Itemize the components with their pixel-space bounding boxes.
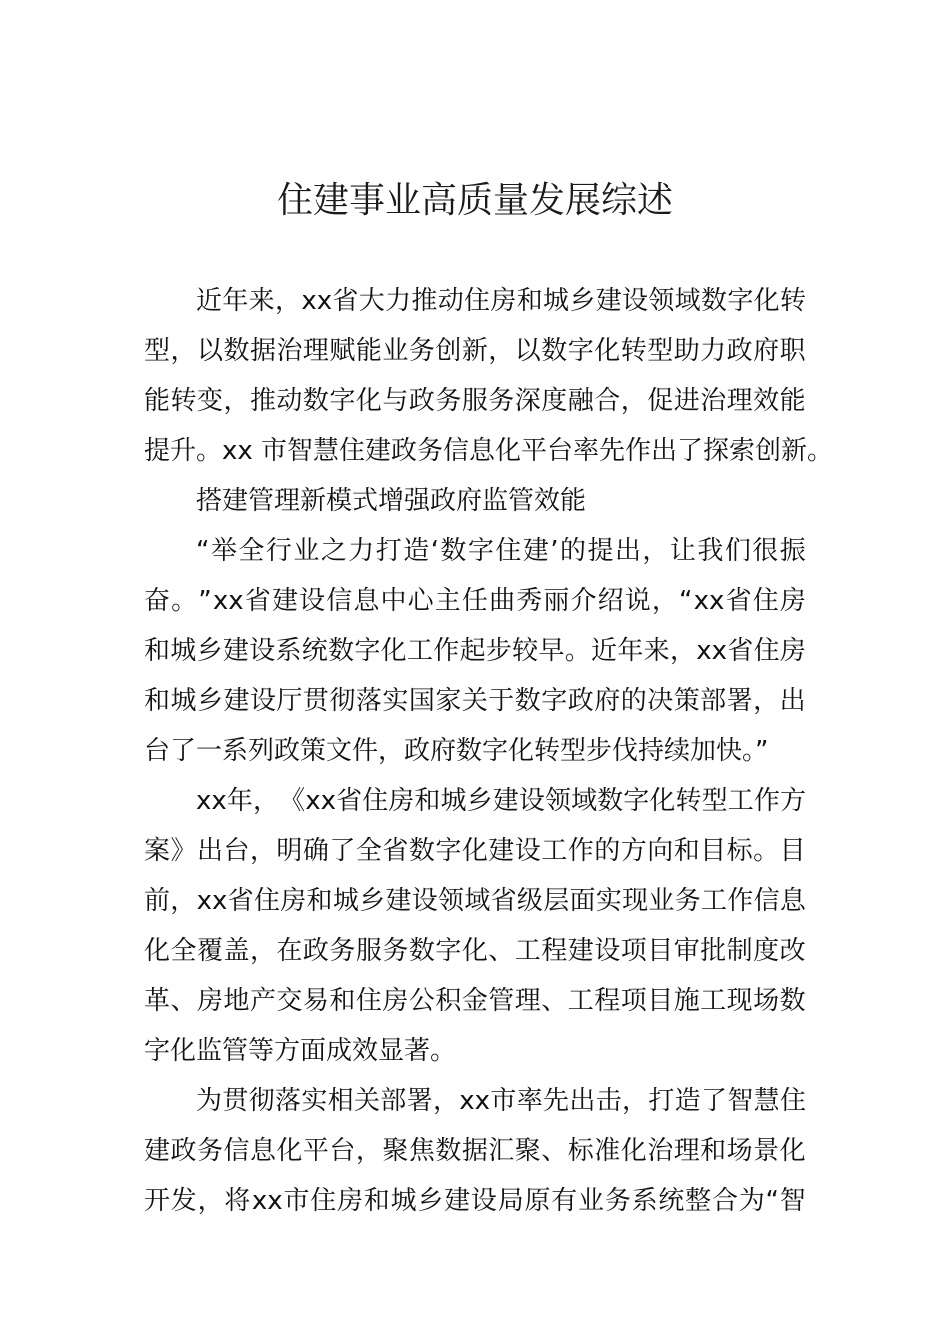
text-line: 前 ， xx 省 住 房 和 城 乡 建 设 领 域 省 级 层 面 实 现 业 务 工 作 信 息 [144, 886, 806, 916]
text-line: 开 发 ， 将 xx 市 住 房 和 城 乡 建 设 局 原 有 业 务 系 统 整 合 为 “ 智 [144, 1186, 806, 1216]
text-line: 搭建管理新模式增强政府监管效能 [196, 486, 587, 516]
text-line: 奋 。 ” xx 省 建 设 信 息 中 心 主 任 曲 秀 丽 介 绍 说 ， “ xx 省 住 房 [144, 586, 806, 616]
text-line: 和 城 乡 建 设 系 统 数 字 化 工 作 起 步 较 早 。 近 年 来 ， xx 省 住 房 [144, 636, 806, 666]
text-line: 字化监管等方面成效显著。 [144, 1036, 457, 1066]
text-line: 型 ， 以 数 据 治 理 赋 能 业 务 创 新 ， 以 数 字 化 转 型 助 力 政 府 职 [144, 336, 806, 366]
text-line: 案 》 出 台 ， 明 确 了 全 省 数 字 化 建 设 工 作 的 方 向 和 目 标 。 目 [144, 836, 806, 866]
document-body [144, 276, 834, 1226]
text-line: xx 年 ， 《 xx 省 住 房 和 城 乡 建 设 领 域 数 字 化 转 型 工 作 方 [196, 786, 806, 816]
text-line: 化 全 覆 盖 ， 在 政 务 服 务 数 字 化 、 工 程 建 设 项 目 审 批 制 度 改 [144, 936, 806, 966]
text-line: 提升。xx 市智慧住建政务信息化平台率先作出了探索创新。 [144, 436, 834, 466]
text-line: 能 转 变 ， 推 动 数 字 化 与 政 务 服 务 深 度 融 合 ， 促 进 治 理 效 能 [144, 386, 806, 416]
text-line: 和 城 乡 建 设 厅 贯 彻 落 实 国 家 关 于 数 字 政 府 的 决 策 部 署 ， 出 [144, 686, 806, 716]
document-title: 住建事业高质量发展综述 [276, 180, 673, 221]
text-line: 建 政 务 信 息 化 平 台 ， 聚 焦 数 据 汇 聚 、 标 准 化 治 理 和 场 景 化 [144, 1136, 806, 1166]
text-line: “ 举 全 行 业 之 力 打 造 ‘ 数 字 住 建 ’ 的 提 出 ， 让 我 们 很 振 [196, 536, 806, 566]
text-line: 近 年 来 ， xx 省 大 力 推 动 住 房 和 城 乡 建 设 领 域 数 字 化 转 [196, 286, 806, 316]
text-line: 台了一系列政策文件，政府数字化转型步伐持续加快。” [144, 736, 769, 766]
text-line: 为 贯 彻 落 实 相 关 部 署 ， xx 市 率 先 出 击 ， 打 造 了 智 慧 住 [196, 1086, 806, 1116]
text-line: 革 、 房 地 产 交 易 和 住 房 公 积 金 管 理 、 工 程 项 目 施 工 现 场 数 [144, 986, 806, 1016]
